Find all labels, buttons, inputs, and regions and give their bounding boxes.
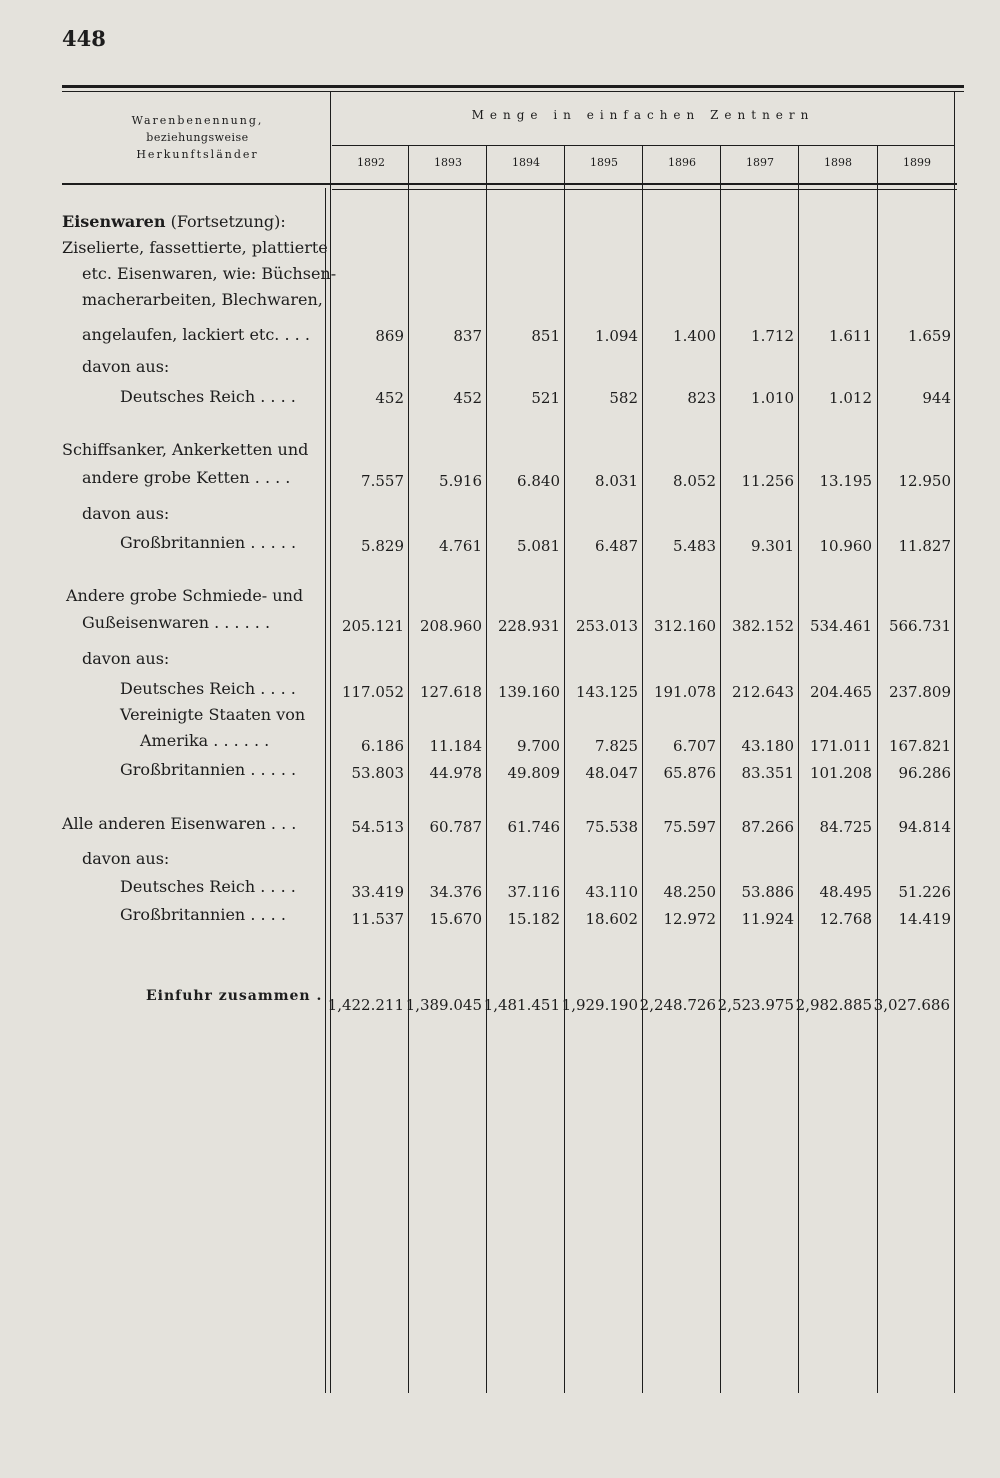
s4-davon: davon aus: <box>82 849 170 868</box>
s4-sub2-value-1895: 18.602 <box>585 910 638 928</box>
s4-label-line1: Alle anderen Eisenwaren . . . <box>62 814 297 833</box>
year-header-1895: 1895 <box>590 156 618 169</box>
s2-sub1-value-1897: 9.301 <box>751 537 794 555</box>
s1-label-line4: angelaufen, lackiert etc. . . . <box>82 325 310 344</box>
s3-value-1898: 534.461 <box>809 617 872 635</box>
s1-value-1898: 1.611 <box>829 327 872 345</box>
s4-sub1-value-1896: 48.250 <box>663 883 716 901</box>
s3-sub3-label: Großbritannien . . . . . <box>120 760 297 779</box>
s3-value-1893: 208.960 <box>419 617 482 635</box>
s1-sub1-value-1898: 1.012 <box>829 389 872 407</box>
s2-value-1892: 7.557 <box>361 472 404 490</box>
s3-sub2-label-a: Vereinigte Staaten von <box>120 705 306 724</box>
s2-davon: davon aus: <box>82 504 170 523</box>
column-line-1897 <box>720 145 721 1393</box>
s2-label-line1: Schiffsanker, Ankerketten und <box>62 440 309 459</box>
s3-value-1894: 228.931 <box>497 617 560 635</box>
s4-value-1893: 60.787 <box>429 818 482 836</box>
s4-sub1-value-1898: 48.495 <box>819 883 872 901</box>
total-value-1896: 2,248.726 <box>639 996 716 1014</box>
s2-value-1893: 5.916 <box>439 472 482 490</box>
s1-sub1-value-1892: 452 <box>375 389 404 407</box>
s1-label-line3: macherarbeiten, Blechwaren, <box>82 290 323 309</box>
s1-sub1-value-1899: 944 <box>922 389 951 407</box>
s3-label-line2: Gußeisenwaren . . . . . . <box>82 613 271 632</box>
column-line-label-right <box>330 92 331 1393</box>
year-header-1897: 1897 <box>746 156 774 169</box>
total-value-1899: 3,027.686 <box>873 996 950 1014</box>
s4-sub2-value-1893: 15.670 <box>429 910 482 928</box>
s3-sub2-value-1899: 167.821 <box>888 737 951 755</box>
s3-value-1892: 205.121 <box>341 617 404 635</box>
column-line-1895 <box>564 145 565 1393</box>
s1-value-1894: 851 <box>531 327 560 345</box>
s4-sub1-label: Deutsches Reich . . . . <box>120 877 296 896</box>
total-value-1894: 1,481.451 <box>483 996 560 1014</box>
s4-value-1899: 94.814 <box>898 818 951 836</box>
s2-value-1895: 8.031 <box>595 472 638 490</box>
s4-sub2-value-1898: 12.768 <box>819 910 872 928</box>
column-line-label-left <box>325 188 326 1393</box>
header-bottom-rule <box>62 183 957 185</box>
s4-value-1895: 75.538 <box>585 818 638 836</box>
column-line-1894 <box>486 145 487 1393</box>
s4-value-1897: 87.266 <box>741 818 794 836</box>
s3-sub1-value-1894: 139.160 <box>497 683 560 701</box>
s3-sub2-value-1898: 171.011 <box>809 737 872 755</box>
label-header-line3: Herkunftsländer <box>136 148 259 161</box>
s3-sub3-value-1895: 48.047 <box>585 764 638 782</box>
s2-sub1-label: Großbritannien . . . . . <box>120 533 297 552</box>
s1-sub1-value-1894: 521 <box>531 389 560 407</box>
s1-sub1-label: Deutsches Reich . . . . <box>120 387 296 406</box>
column-line-1893 <box>408 145 409 1393</box>
s3-sub3-value-1899: 96.286 <box>898 764 951 782</box>
quantity-header: Menge in einfachen Zentnern <box>471 108 815 122</box>
total-value-1895: 1,929.190 <box>561 996 638 1014</box>
s3-sub3-value-1893: 44.978 <box>429 764 482 782</box>
s3-sub1-value-1899: 237.809 <box>888 683 951 701</box>
s1-sub1-value-1893: 452 <box>453 389 482 407</box>
column-line-1899 <box>877 145 878 1393</box>
year-header-1893: 1893 <box>434 156 462 169</box>
s2-value-1899: 12.950 <box>898 472 951 490</box>
s2-sub1-value-1892: 5.829 <box>361 537 404 555</box>
header-bottom-rule-thin <box>332 189 957 190</box>
s2-sub1-value-1895: 6.487 <box>595 537 638 555</box>
s4-sub2-label: Großbritannien . . . . <box>120 905 286 924</box>
s3-sub2-value-1897: 43.180 <box>741 737 794 755</box>
year-header-1898: 1898 <box>824 156 852 169</box>
s3-sub2-value-1892: 6.186 <box>361 737 404 755</box>
s2-sub1-value-1898: 10.960 <box>819 537 872 555</box>
s4-value-1892: 54.513 <box>351 818 404 836</box>
s2-label-line2: andere grobe Ketten . . . . <box>82 468 291 487</box>
s3-sub2-value-1894: 9.700 <box>517 737 560 755</box>
section-eisenwaren-title-bold: Eisenwaren <box>62 212 166 231</box>
total-value-1892: 1,422.211 <box>327 996 404 1014</box>
s1-sub1-value-1897: 1.010 <box>751 389 794 407</box>
s3-sub2-label-b: Amerika . . . . . . <box>140 731 270 750</box>
label-header-line2: beziehungsweise <box>146 131 249 144</box>
s1-sub1-value-1895: 582 <box>609 389 638 407</box>
year-header-1894: 1894 <box>512 156 540 169</box>
s4-sub1-value-1892: 33.419 <box>351 883 404 901</box>
s3-sub1-value-1895: 143.125 <box>575 683 638 701</box>
s3-sub3-value-1894: 49.809 <box>507 764 560 782</box>
label-column-header <box>70 112 325 163</box>
s3-sub1-value-1898: 204.465 <box>809 683 872 701</box>
section-eisenwaren-title-rest: (Fortsetzung): <box>170 212 286 231</box>
s1-value-1892: 869 <box>375 327 404 345</box>
s3-sub1-value-1893: 127.618 <box>419 683 482 701</box>
total-label: Einfuhr zusammen . <box>146 988 323 1004</box>
s4-sub1-value-1899: 51.226 <box>898 883 951 901</box>
s3-value-1897: 382.152 <box>731 617 794 635</box>
header-divider <box>332 145 954 146</box>
s4-sub2-value-1894: 15.182 <box>507 910 560 928</box>
s3-sub2-value-1895: 7.825 <box>595 737 638 755</box>
s2-value-1897: 11.256 <box>741 472 794 490</box>
s4-sub1-value-1897: 53.886 <box>741 883 794 901</box>
s3-value-1896: 312.160 <box>653 617 716 635</box>
s3-sub1-value-1896: 191.078 <box>653 683 716 701</box>
s3-sub3-value-1897: 83.351 <box>741 764 794 782</box>
column-line-right-outer <box>954 92 955 1393</box>
s3-sub2-value-1893: 11.184 <box>429 737 482 755</box>
s3-sub1-value-1897: 212.643 <box>731 683 794 701</box>
column-line-1896 <box>642 145 643 1393</box>
s2-sub1-value-1893: 4.761 <box>439 537 482 555</box>
s1-value-1895: 1.094 <box>595 327 638 345</box>
section-eisenwaren-title <box>62 212 286 232</box>
s2-value-1898: 13.195 <box>819 472 872 490</box>
s2-value-1894: 6.840 <box>517 472 560 490</box>
s3-sub2-value-1896: 6.707 <box>673 737 716 755</box>
s2-sub1-value-1894: 5.081 <box>517 537 560 555</box>
s1-value-1897: 1.712 <box>751 327 794 345</box>
s3-value-1899: 566.731 <box>888 617 951 635</box>
s4-value-1896: 75.597 <box>663 818 716 836</box>
label-header-line1: Warenbenennung, <box>131 114 264 127</box>
s4-sub2-value-1896: 12.972 <box>663 910 716 928</box>
s4-sub2-value-1897: 11.924 <box>741 910 794 928</box>
s2-sub1-value-1896: 5.483 <box>673 537 716 555</box>
column-line-1898 <box>798 145 799 1393</box>
total-value-1897: 2,523.975 <box>717 996 794 1014</box>
s3-value-1895: 253.013 <box>575 617 638 635</box>
s4-sub1-value-1893: 34.376 <box>429 883 482 901</box>
s3-davon: davon aus: <box>82 649 170 668</box>
s4-sub1-value-1895: 43.110 <box>585 883 638 901</box>
s2-sub1-value-1899: 11.827 <box>898 537 951 555</box>
s1-value-1899: 1.659 <box>908 327 951 345</box>
top-rule <box>62 85 964 88</box>
s1-label-line2: etc. Eisenwaren, wie: Büchsen- <box>82 264 337 283</box>
s3-sub1-label: Deutsches Reich . . . . <box>120 679 296 698</box>
year-header-1899: 1899 <box>903 156 931 169</box>
s2-value-1896: 8.052 <box>673 472 716 490</box>
year-header-1892: 1892 <box>357 156 385 169</box>
s3-sub3-value-1896: 65.876 <box>663 764 716 782</box>
s3-sub3-value-1892: 53.803 <box>351 764 404 782</box>
s1-sub1-value-1896: 823 <box>687 389 716 407</box>
s4-value-1898: 84.725 <box>819 818 872 836</box>
year-header-1896: 1896 <box>668 156 696 169</box>
s3-sub3-value-1898: 101.208 <box>809 764 872 782</box>
s3-label-line1: Andere grobe Schmiede- und <box>66 586 304 605</box>
top-rule-thin <box>62 91 964 92</box>
total-value-1893: 1,389.045 <box>405 996 482 1014</box>
s1-value-1896: 1.400 <box>673 327 716 345</box>
total-value-1898: 2,982.885 <box>795 996 872 1014</box>
s1-davon: davon aus: <box>82 357 170 376</box>
s3-sub1-value-1892: 117.052 <box>341 683 404 701</box>
s4-sub1-value-1894: 37.116 <box>507 883 560 901</box>
s4-sub2-value-1899: 14.419 <box>898 910 951 928</box>
s4-value-1894: 61.746 <box>507 818 560 836</box>
s4-sub2-value-1892: 11.537 <box>351 910 404 928</box>
s1-label-line1: Ziselierte, fassettierte, plattierte <box>62 238 328 257</box>
s1-value-1893: 837 <box>453 327 482 345</box>
page-number: 448 <box>62 26 106 51</box>
